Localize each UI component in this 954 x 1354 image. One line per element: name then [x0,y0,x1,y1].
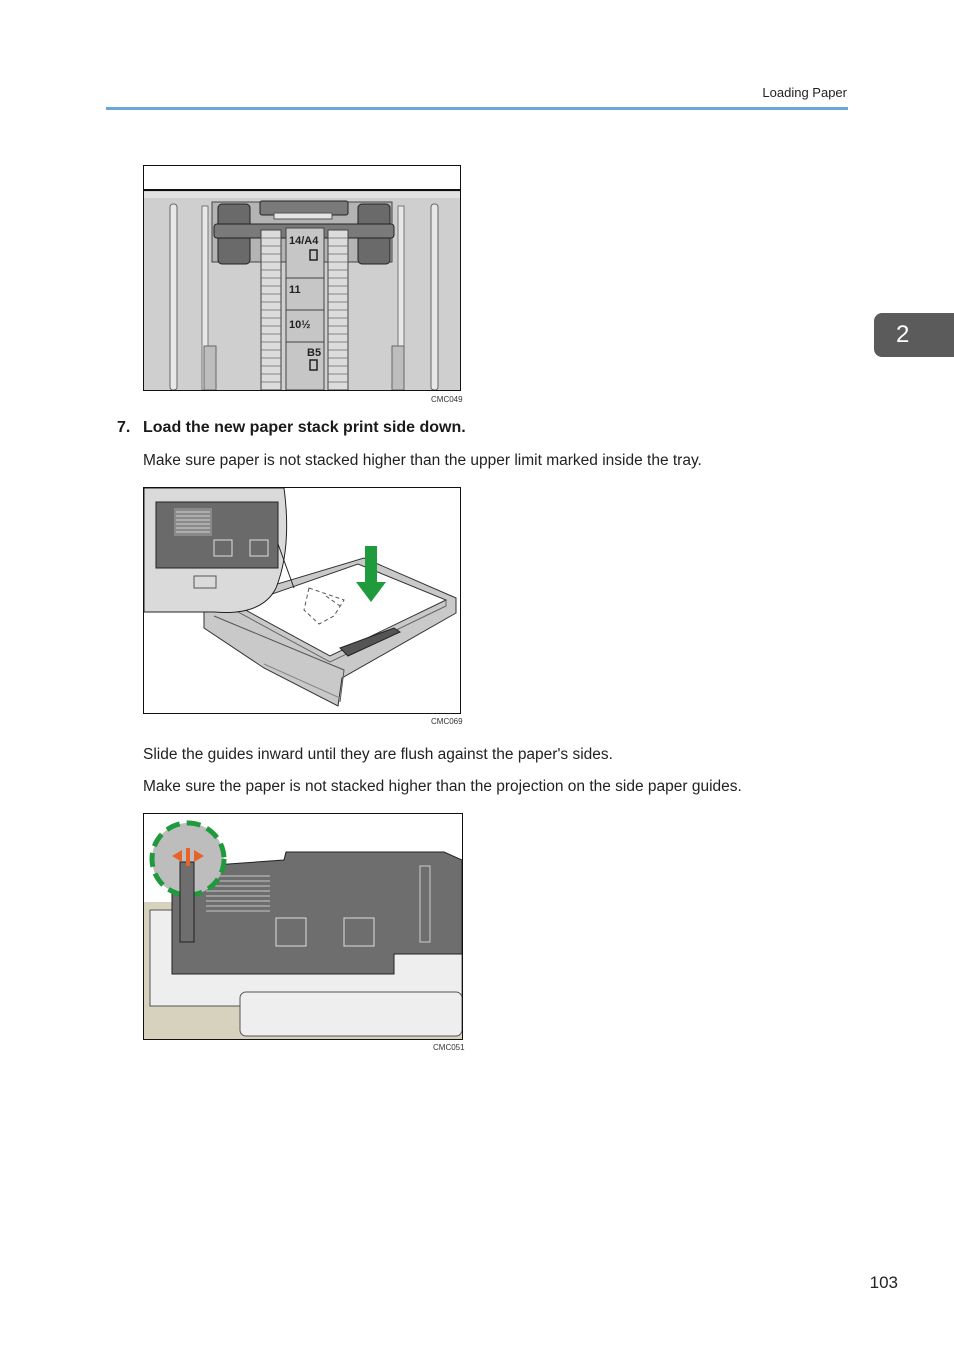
figure-code: CMC051 [433,1043,465,1052]
step-7 [117,419,466,437]
tray-guide-illustration [144,166,460,390]
figure-code: CMC069 [431,717,463,726]
figure-code: CMC049 [431,395,463,404]
chapter-tab-number: 2 [896,321,910,348]
load-paper-illustration [144,488,460,713]
chapter-tab[interactable] [874,313,954,357]
header-rule [106,107,848,110]
size-label-b5: B5 [307,347,322,359]
size-label-a4: 14/A4 [289,235,319,247]
paragraph-projection: Make sure the paper is not stacked higher than the projection on the side paper guides. [143,778,742,795]
size-label-10-half: 10½ [289,319,311,331]
header-section-title: Loading Paper [762,85,847,100]
paragraph-slide-guides: Slide the guides inward until they are flush against the paper's sides. [143,746,613,763]
step-number: 7. [117,419,131,436]
figure-load-paper [143,487,461,714]
page-number: 103 [869,1273,898,1292]
figure-side-guide [143,813,463,1040]
paragraph-upper-limit: Make sure paper is not stacked higher than the upper limit marked inside the tray. [143,452,702,469]
side-guide-illustration [144,814,462,1039]
size-label-11: 11 [289,284,301,296]
figure-paper-size-guide [143,165,461,391]
step-text: Load the new paper stack print side down. [143,419,466,436]
